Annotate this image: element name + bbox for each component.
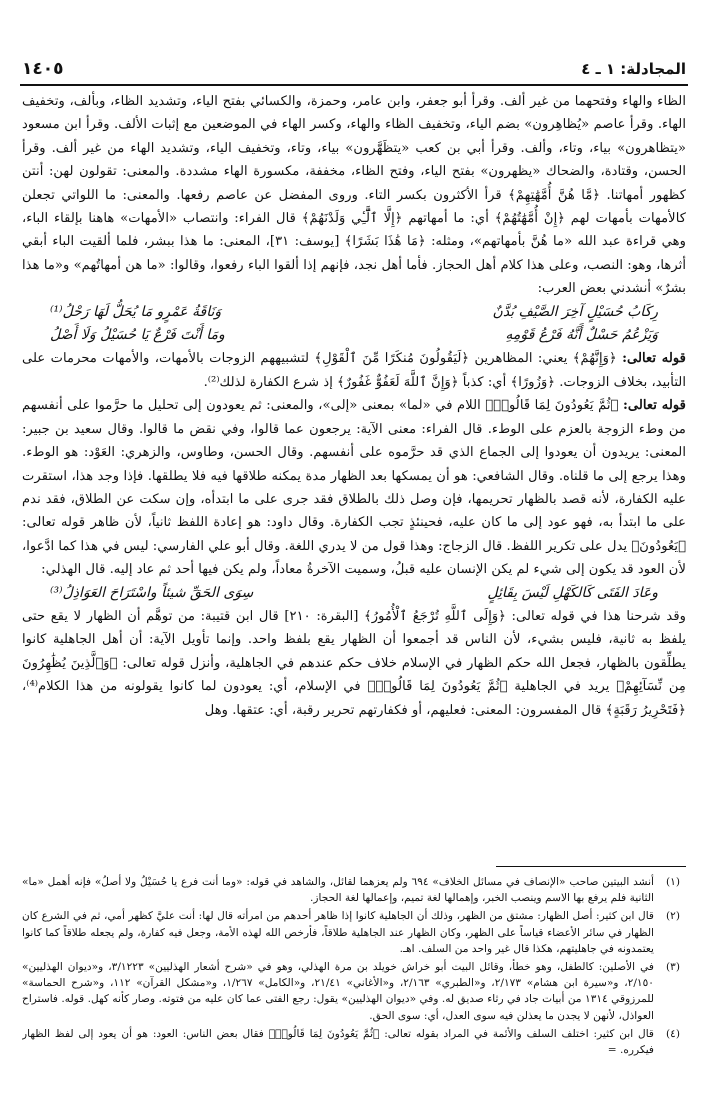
page-header <box>22 58 686 80</box>
footnote-number: (١) <box>666 876 680 888</box>
header-divider <box>20 84 688 86</box>
poem-hemistich: وَنَاقَةُ عَمْرٍو مَا يُحَلُّ لَهَا رَحْلُ⁽¹⁾ <box>50 303 222 320</box>
page-number: ١٤٠٥ <box>22 59 64 79</box>
footnote-number: (٢) <box>666 910 680 923</box>
poem-hemistich: وعَادَ الفَتَى كَالكَهْلِ لَيْسَ بِقَائِلٍ <box>487 584 658 601</box>
poem-hemistich: رِكَابُ حُسَيْلٍ آخِرَ الصَّيْفِ بُدَّنٌ <box>492 303 658 320</box>
footnote <box>22 959 686 1024</box>
surah-range-label: المجادلة: ١ ـ ٤ <box>581 60 686 78</box>
footnote-text: قال ابن كثير: اختلف السلف والأئمة في المراد بقوله تعالى: ﴿ثُمَّ يَعُودُونَ لِمَا قَالُوا۟﴾ فقال بعض الناس: العود: هو أن يعود إلى لفظ الظهار فيكرره. = <box>22 1027 654 1057</box>
poem-hemistich: ومَا أَنْتَ فَرْعٌ يَا حُسَيْلُ وَلَا أَصْلُ <box>50 327 225 344</box>
poem-line <box>22 582 686 605</box>
footnote-number: (٤) <box>666 1027 680 1040</box>
footnote <box>22 908 686 957</box>
poem-line <box>22 301 686 324</box>
footnote-text: أنشد البيتين صاحب «الإنصاف في مسائل الخلاف» ٦٩٤ ولم يعزهما لقائل، والشاهد في قوله: «وما أنت فرع يا حُسَيْلُ ولا أصلُ» فإنه أهمل «ما» الثانية فلم يرفع بها الاسم وينصب الخبر، وإهمالها لغة تميم، وإعمالها لغة الحجاز. <box>22 876 654 905</box>
main-text <box>22 90 686 858</box>
paragraph <box>22 394 686 581</box>
section-label: قوله تعالى: <box>622 351 686 367</box>
footnote <box>22 874 686 906</box>
footnote-text: في الأصلين: كالطفل، وهو خطأ، وقائل البيت أبو خراش خويلد بن مرة الهذلي، وهو في «شرح أشعار الهذليين» ٣/١٢٢٣، و«ديوان الهذليين» ٢/١٥٠، و«سيرة ابن هشام» ٢/١٧٣، و«الطبري» ٢/١٦٣، و«الأغاني» ٢١/٤١، و«الكامل» ١/٢٦٧، و«مشكل القرآن» ١١٢، و«شرح الحماسة» للمرزوقي ١٣١٤ من أبيات جاد في رثاء صديق له. وفي «ديوان الهذليين» يقول: رجع الفتى عما كان عليه من فتوته. وصار كأنه كهل. قوله. فاستراح العواذل، لأنهن لا يجدن ما يعذلن فيه سوى العدل، أي: سوى الحق. <box>22 961 655 1022</box>
footnotes <box>22 874 686 1089</box>
paragraph: الظاء والهاء وفتحهما من غير ألف. وقرأ أبو جعفر، وابن عامر، وحمزة، والكسائي بفتح الياء، وتشديد الظاء، وبألف، وتخفيف الهاء. وقرأ عاصم «يُظاهِرون» بضم الياء، وتخفيف الظاء والهاء، وكسر الهاء في الموضعين مع إثبات الألف. وقرأ ابن مسعود «يتظاهرون» بياء، وتاء، وألف. وقرأ أبي بن كعب «يتظَهَّرون» بياء، وتاء، وتخفيف الياء، وتشديد الهاء من غير ألف. وقرأ الحسن، وقتادة، والضحاك «يظهرون» بفتح الياء، وفتح الظاء، مخففة، مكسورة الهاء مشددة. والمعنى: تقولون لهن: أنتن كظهور أمهاتنا. ﴿مَّا هُنَّ أُمَّهَٰتِهِمْ﴾ قرأ الأكثرون بكسر التاء. وروى المفضل عن عاصم رفعها. والمعنى: ما اللواتي تجعلن كالأمهات بأمهات لهم ﴿إِنْ أُمَّهَٰتُهُمْ﴾ أي: ما أمهاتهم ﴿إِلَّا ٱلَّٰٓـِٔي وَلَدْنَهُمْ﴾ قال الفراء: وانتصاب «الأمهات» هاهنا بإلقاء الباء، وهي قراءة عبد الله «ما هُنَّ بأمهاتهم»، ومثله: ﴿مَا هَٰذَا بَشَرًا﴾ [يوسف: ٣١]، المعنى: ما هذا ببشر، فلما ألقيت الباء أبقي أثرها، وهو: النصب، وعلى هذا كلام أهل الحجاز. فأما أهل نجد، فإنهم إذا ألقوا الباء رفعوا، وقالوا: «ما هن أمهاتُهم» و«ما هذا بشرٌ» أنشدني بعض العرب: <box>22 94 686 297</box>
paragraph: وقد شرحنا هذا في قوله تعالى: ﴿وَإِلَى ٱللَّهِ تُرْجَعُ ٱلْأُمُورُ﴾ [البقرة: ٢١٠] قال ابن قتيبة: من توهَّم أن الظهار لا يقع حتى يلفظ به ثانية، فليس بشيء، لأن الناس قد أجمعوا أن الظهار يقع بلفظ واحد. وإنما تأويل الآية: أن أهل الجاهلية كانوا يطلِّقون بالظهار، فجعل الله حكم الظهار في الإسلام خلاف حكم عندهم في الجاهلية، وأنزل قوله تعالى: ﴿وَٱلَّذِينَ يُظَٰهِرُونَ مِن نِّسَآئِهِمْ﴾ يريد في الجاهلية ﴿ثُمَّ يَعُودُونَ لِمَا قَالُوا۟﴾ في الإسلام، أي: يعودون لما كانوا يقولونه من هذا الكلام⁽⁴⁾، ﴿فَتَحْرِيرُ رَقَبَةٍ﴾ قال المفسرون: المعنى: فعليهم، أو فكفارتهم تحرير رقبة، أي: عتقها. وهل <box>22 608 686 718</box>
poem-hemistich: وَيَزْعُمُ حَسْلٌ أَنَّهُ فَرْعُ قَوْمِهِ <box>505 327 658 344</box>
paragraph-text: ﴿ثُمَّ يَعُودُونَ لِمَا قَالُوا۟﴾ اللام في «لما» بمعنى «إلى»، والمعنى: ثم يعودون إلى تحليل ما حرَّموا على أنفسهم من وطء الزوجة بالعزم على الوطء. قال الفراء: معنى الآية: يرجعون عما قالوا، وفي نقض ما قالوا. وقال سعيد بن جبير: المعنى: يريدون أن يعودوا إلى الجماع الذي قد حرَّموه على أنفسهم. وقال الحسن، وطاوس، والزهري: العَوْد: هو الوطء. وهذا يرجع إلى ما قلناه. وقال الشافعي: هو أن يمسكها بعد الظهار مدة يمكنه طلاقها فيه فلا يطلقها. فإذا وجد هذا، استقرت عليه الكفارة، لأنه قصد بالظهار تحريمها، فإن وصل ذلك بالطلاق فقد جرى على ما ابتدأه، وإن سكت عن الطلاق، فقد ندم على ما ابتدأ به، فهو عود إلى ما كان عليه، فحينئذٍ تجب الكفارة. وقال داود: هو إعادة اللفظ ثانياً، لأن ظاهر قوله تعالى: ﴿يَعُودُونَ﴾ يدل على تكرير اللفظ. قال الزجاج: وهذا قول من لا يدري اللغة. وقال أبو علي الفارسي: ليس في هذا كما ادَّعوا، لأن العود قد يكون إلى شيء لم يكن الإنسان عليه قبلُ، وسميت الآخرةُ معاداً، ولم يكن فيها أحد ثم عاد إليه. قال الهذلي: <box>22 398 686 578</box>
footnote-number: (٣) <box>666 961 680 974</box>
footnote-text: قال ابن كثير: أصل الظهار: مشتق من الظهر، وذلك أن الجاهلية كانوا إذا ظاهر أحدهم من امرأته قال لها: أنت عليَّ كظهر أمي، ثم في الشرع كان الظهار في سائر الأعضاء قياساً على الظهر، وكان الظهار عند الجاهلية طلاقاً، فأرخص الله لهذه الأمة، وجعل فيه كفارة، ولم يجعله طلاقاً كما كانوا يعتمدونه في جاهليتهم، هكذا قال غير واحد من السلف. اهـ. <box>22 910 654 955</box>
poem-line <box>22 324 686 347</box>
poem-hemistich: سِوَى الحَقِّ شيئاً واسْتَرَاحَ العَوَاذِلُ⁽³⁾ <box>50 584 254 601</box>
paragraph-text: ﴿وَإِنَّهُمْ﴾ يعني: المظاهرين ﴿لَيَقُولُونَ مُنكَرًا مِّنَ ٱلْقَوْلِ﴾ لتشبيههم الزوجات بالأمهات، والأمهات محرمات على التأبيد، بخلاف الزوجات. ﴿وَزُورًا﴾ أي: كذباً ﴿وَإِنَّ ٱللَّهَ لَعَفُوٌّ غَفُورٌ﴾ إذ شرع الكفارة لذلك⁽²⁾. <box>22 351 686 390</box>
footnote <box>22 1026 686 1058</box>
paragraph <box>22 347 686 394</box>
section-label: قوله تعالى: <box>622 398 686 414</box>
footnote-divider <box>496 866 686 867</box>
